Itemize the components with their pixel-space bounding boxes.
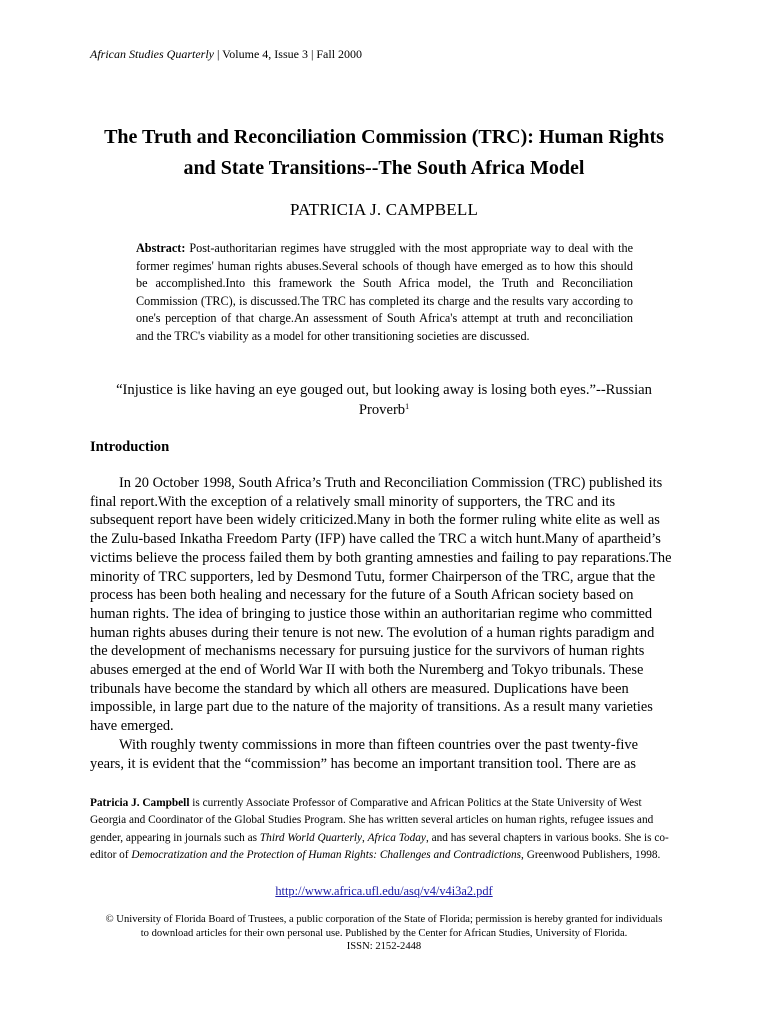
copyright-line: © University of Florida Board of Trustees, a public corporation of the State of Florida; permission is hereby granted for individuals — [105, 914, 663, 925]
copyright-notice — [90, 913, 678, 954]
paragraph: In 20 October 1998, South Africa’s Truth and Reconciliation Commission (TRC) published its final report.With the exception of a relatively small minority of supporters, the TRC and its subsequent report have been widely criticized.Many in both the former ruling white elite as well as the Zulu-based Inkatha Freedom Party (IFP) have called the TRC a witch hunt.Many of apartheid’s victims believe the process failed them by both granting amnesties and failing to pay reparations.The minority of TRC supporters, led by Desmond Tutu, former Chairperson of the TRC, argue that the process has been both healing and necessary for the future of a South African society based on human rights. The idea of bringing to justice those within an authoritarian regime who committed human rights abuses during their tenure is not new. The evolution of a human rights paradigm and the development of mechanisms necessary for pursuing justice for the survivors of human rights abuses emerged at the end of World War II with both the Nuremberg and Tokyo tribunals. These tribunals have become the standard by which all others are measured. Duplications have been impossible, in large part due to the nature of the majority of transitions. As a result many varieties have emerged. — [90, 475, 672, 735]
issue-label: Volume 4, Issue 3 — [222, 47, 308, 61]
punctuation: , — [362, 831, 368, 844]
abstract — [136, 240, 633, 346]
abstract-label: Abstract: — [136, 241, 186, 255]
author-note — [90, 795, 678, 865]
book-title: Democratization and the Protection of Human Rights: Challenges and Contradictions — [131, 849, 522, 862]
abstract-text: Post-authoritarian regimes have struggled with the most appropriate way to deal with the former regimes' human rights abuses.Several schools of though have emerged as to how this should be accomplished.Into this framework the South Africa model, the Truth and Reconciliation Commission (TRC), is discussed.The TRC has completed its charge and the results vary according to one's perception of that charge.An assessment of South Africa's attempt at truth and reconciliation and the TRC's viability as a model for other transitioning societies are discussed. — [136, 241, 633, 343]
copyright-line: to download articles for their own personal use. Published by the Center for African Studies, University of Florida. — [140, 927, 628, 939]
issue-date: Fall 2000 — [316, 47, 363, 61]
journal-name: African Studies Quarterly — [90, 47, 214, 61]
journal-title: Africa Today — [367, 831, 426, 844]
article-url-line — [90, 883, 678, 899]
author-note-text: , and has several chapters in various books. She is co-editor of — [90, 831, 669, 862]
author-note-name: Patricia J. Campbell — [90, 797, 190, 809]
running-header — [90, 46, 362, 62]
header-separator: | — [213, 47, 223, 61]
issn: ISSN: 2152-2448 — [346, 941, 422, 952]
author-note-text: , Greenwood Publishers, 1998. — [521, 849, 661, 862]
introduction-body — [90, 474, 672, 773]
epigraph — [90, 380, 678, 420]
section-heading-introduction: Introduction — [90, 439, 170, 455]
journal-title: Third World Quarterly — [259, 831, 362, 844]
epigraph-text: “Injustice is like having an eye gouged out, but looking away is losing both eyes.”--Russian Proverb — [116, 382, 652, 418]
header-separator: | — [307, 47, 317, 61]
paragraph: With roughly twenty commissions in more than fifteen countries over the past twenty-five years, it is evident that the “commission” has become an important transition tool. There are as — [90, 736, 638, 772]
author-note-text: is currently Associate Professor of Comparative and African Politics at the State University of West Georgia and Coordinator of the Global Studies Program. She has written several articles on human rights, refugee issues and gender, appearing in journals such as — [90, 797, 654, 844]
article-pdf-link[interactable]: http://www.africa.ufl.edu/asq/v4/v4i3a2.pdf — [275, 884, 493, 898]
footnote-marker[interactable]: 1 — [405, 402, 410, 411]
article-title: The Truth and Reconciliation Commission (TRC): Human Rights and State Transitions--The South Africa Model — [104, 126, 664, 179]
article-author: PATRICIA J. CAMPBELL — [289, 200, 479, 219]
